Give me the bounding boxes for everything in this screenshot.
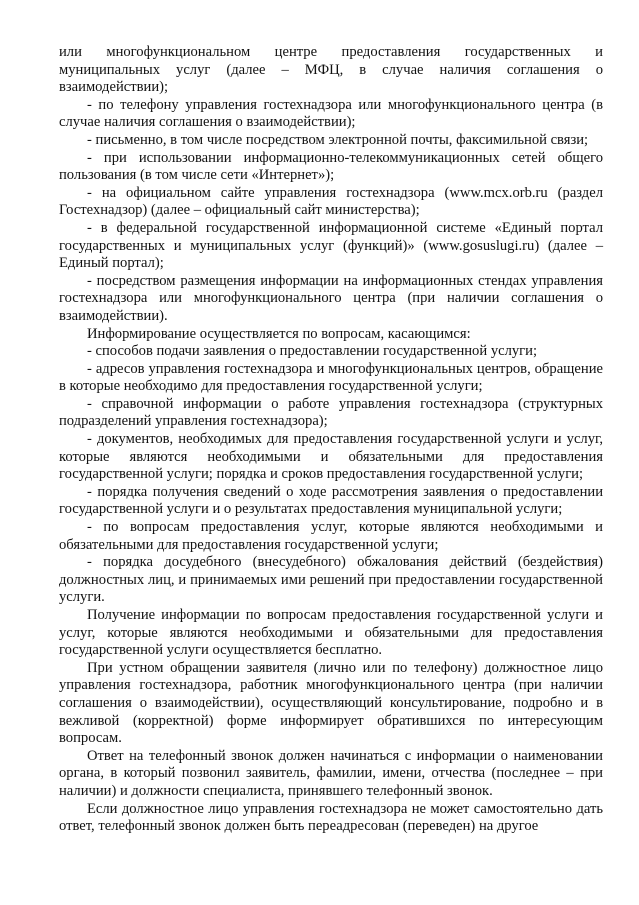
paragraph-informing-topics: Информирование осуществляется по вопросам, касающимся: xyxy=(87,325,471,342)
paragraph-redirect-call: Если должностное лицо управления гостехнадзора не может самостоятельно дать ответ, телефонный звонок должен быть переадресован (переведен) на другое xyxy=(59,800,603,835)
list-item-official-site: - на официальном сайте управления гостехнадзора (www.mcx.orb.ru (раздел Гостехнадзор) (далее – официальный сайт министерства); xyxy=(59,184,603,219)
document-page xyxy=(59,44,603,836)
list-item-info-stands: - посредством размещения информации на информационных стендах управления гостехнадзора или многофункционального центра (при наличии соглашения о взаимодействии). xyxy=(59,272,603,324)
list-item-status-info: - порядка получения сведений о ходе рассмотрения заявления о предоставлении государственной услуги и о результатах предоставления муниципальной услуги; xyxy=(59,483,603,518)
list-item-written: - письменно, в том числе посредством электронной почты, факсимильной связи; xyxy=(87,131,589,148)
list-item-appeal-procedure: - порядка досудебного (внесудебного) обжалования действий (бездействия) должностных лиц, и принимаемых ими решений при предоставлении государственной услуги. xyxy=(59,554,603,606)
list-item-networks: - при использовании информационно-телекоммуникационных сетей общего пользования (в том числе сети «Интернет»); xyxy=(59,149,603,184)
paragraph-phone-answer: Ответ на телефонный звонок должен начинаться с информации о наименовании органа, в который позвонил заявитель, фамилии, имени, отчества (последнее – при наличии) и должности специалиста, принявшего телефонный звонок. xyxy=(59,747,603,799)
list-item-phone: - по телефону управления гостехнадзора или многофункционального центра (в случае наличия соглашения о взаимодействии); xyxy=(59,96,603,131)
paragraph-free-of-charge: Получение информации по вопросам предоставления государственной услуги и услуг, которые являются необходимыми и обязательными для предоставления государственной услуги осуществляется бесплатно. xyxy=(59,607,603,659)
list-item-unified-portal: - в федеральной государственной информационной системе «Единый портал государственных и муниципальных услуг (функций)» (www.gosuslugi.ru) (далее – Единый портал); xyxy=(59,219,603,272)
list-item-application-methods: - способов подачи заявления о предоставлении государственной услуги; xyxy=(87,343,538,360)
paragraph-oral-request: При устном обращении заявителя (лично или по телефону) должностное лицо управления гостехнадзора, работник многофункционального центра (при наличии соглашения о взаимодействии), осуществляющий консультирование, подробно и в вежливой (корректной) форме информирует обратившихся по интересующим вопросам. xyxy=(59,659,603,747)
list-item-addresses: - адресов управления гостехнадзора и многофункциональных центров, обращение в которые необходимо для предоставления государственной услуги; xyxy=(59,360,603,395)
paragraph-continuation: или многофункциональном центре предоставления государственных и муниципальных услуг (далее – МФЦ, в случае наличия соглашения о взаимодействии); xyxy=(59,44,603,96)
list-item-necessary-services: - по вопросам предоставления услуг, которые являются необходимыми и обязательными для предоставления государственной услуги; xyxy=(59,519,603,553)
list-item-reference-info: - справочной информации о работе управления гостехнадзора (структурных подразделений управления гостехнадзора); xyxy=(59,395,603,430)
list-item-documents: - документов, необходимых для предоставления государственной услуги и услуг, которые являются необходимыми и обязательными для предоставления государственной услуги; порядка и сроков предоставления государственной услуги; xyxy=(59,431,603,483)
